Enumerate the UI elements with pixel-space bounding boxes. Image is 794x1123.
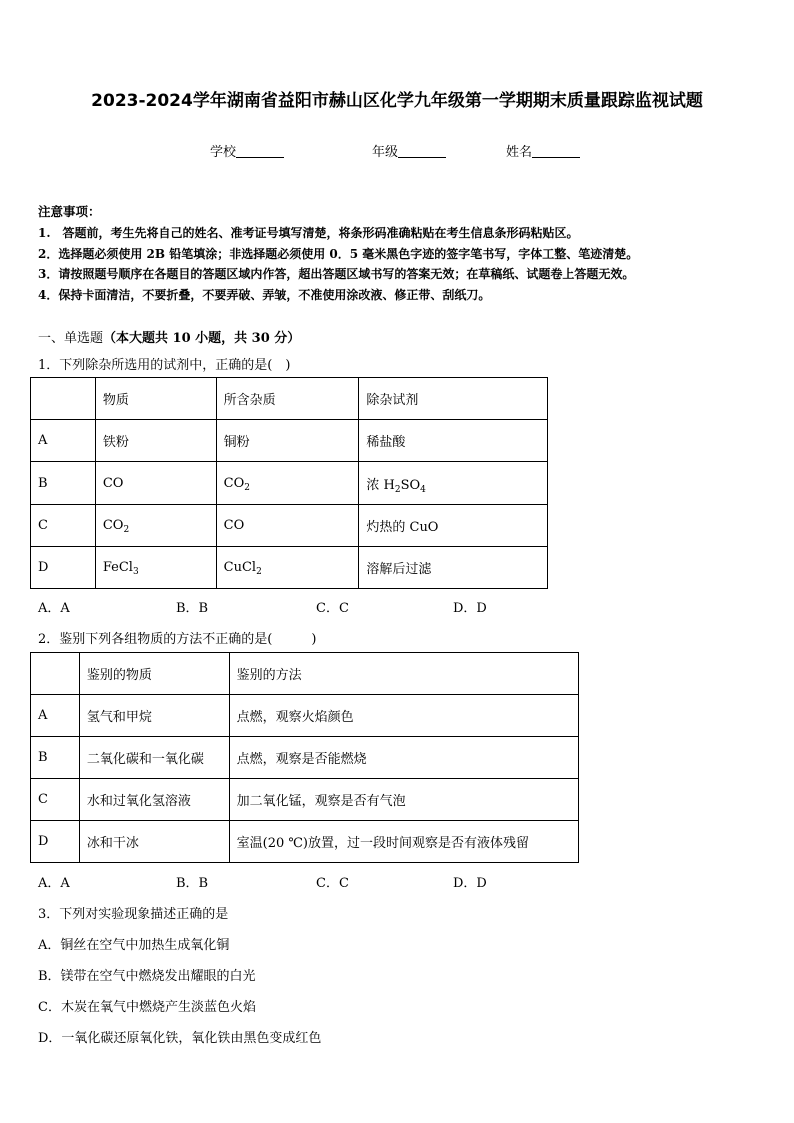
table-cell: D <box>31 821 80 863</box>
grade-blank <box>398 145 446 158</box>
table-cell: 除杂试剂 <box>359 378 548 420</box>
notice-item-2: 2．选择题必须使用 2B 铅笔填涂；非选择题必须使用 0．5 毫米黑色字迹的签字笔书写，字体工整、笔迹清楚。 <box>38 247 639 261</box>
q1-option-b: B．B <box>176 601 209 616</box>
table-cell: B <box>31 737 80 779</box>
table-cell: 稀盐酸 <box>359 420 548 462</box>
table-cell: 点燃，观察是否能燃烧 <box>229 737 578 779</box>
table-row <box>31 779 579 821</box>
table-cell: 冰和干冰 <box>79 821 229 863</box>
table-cell: A <box>31 420 96 462</box>
table-cell <box>216 462 359 505</box>
q2-option-c: C．C <box>316 876 349 891</box>
table-cell: C <box>31 505 96 547</box>
table-cell: 溶解后过滤 <box>359 547 548 589</box>
q1-table <box>30 377 548 589</box>
school-blank <box>236 145 284 158</box>
table-cell <box>31 378 96 420</box>
table-cell: 灼热的 CuO <box>359 505 548 547</box>
school-label: 学校 <box>210 145 237 160</box>
formula-text: CuCl <box>223 560 257 575</box>
table-header-row <box>31 653 579 695</box>
q2-option-b: B．B <box>176 876 209 891</box>
formula-subscript: 2 <box>244 482 250 493</box>
table-cell: 加二氧化锰，观察是否有气泡 <box>229 779 578 821</box>
formula-text: FeCl <box>102 560 133 575</box>
table-cell: CO <box>95 462 216 505</box>
table-row <box>31 695 579 737</box>
table-cell: 二氧化碳和一氧化碳 <box>79 737 229 779</box>
q3-option-a: A．铜丝在空气中加热生成氧化铜 <box>38 938 230 953</box>
school-field <box>210 141 284 160</box>
name-field <box>506 141 580 160</box>
section-label: 一、单选题 <box>38 331 104 346</box>
formula-subscript: 3 <box>132 567 139 577</box>
formula-subscript: 4 <box>420 484 426 495</box>
q3-option-d: D．一氧化碳还原氧化铁，氧化铁由黑色变成红色 <box>38 1031 322 1046</box>
formula-subscript: 2 <box>256 567 262 577</box>
formula-text: CO <box>102 518 124 533</box>
formula-text: 浓 H <box>366 477 395 493</box>
table-cell: 鉴别的物质 <box>79 653 229 695</box>
table-cell <box>31 653 80 695</box>
table-cell: 物质 <box>95 378 216 420</box>
notice-item-1: 1. 答题前，考生先将自己的姓名、准考证号填写清楚，将条形码准确粘贴在考生信息条形码粘贴区。 <box>38 226 579 240</box>
table-row <box>31 737 579 779</box>
table-cell <box>359 462 548 505</box>
table-cell: 所含杂质 <box>216 378 359 420</box>
q3-option-c: C．木炭在氧气中燃烧产生淡蓝色火焰 <box>38 1000 256 1015</box>
exam-title: 2023-2024学年湖南省益阳市赫山区化学九年级第一学期期末质量跟踪监视试题 <box>91 91 703 111</box>
notice-item-3: 3．请按照题号顺序在各题目的答题区域内作答，超出答题区域书写的答案无效；在草稿纸、试题卷上答题无效。 <box>38 267 635 281</box>
q1-option-c: C．C <box>316 601 349 616</box>
formula-text: SO <box>400 477 421 493</box>
table-row <box>31 821 579 863</box>
table-cell: 铁粉 <box>95 420 216 462</box>
formula-text: CO <box>223 475 245 491</box>
q3-option-b: B．镁带在空气中燃烧发出耀眼的白光 <box>38 969 256 984</box>
q2-stem: 2．鉴别下列各组物质的方法不正确的是( ) <box>38 632 317 647</box>
formula-subscript: 2 <box>394 484 401 495</box>
table-row <box>31 547 548 589</box>
table-cell <box>95 505 216 547</box>
table-cell: 铜粉 <box>216 420 359 462</box>
q2-table <box>30 652 579 863</box>
grade-field <box>372 141 446 160</box>
name-blank <box>532 145 580 158</box>
section-detail: （本大题共 10 小题，共 30 分） <box>103 331 301 346</box>
table-cell <box>216 547 359 589</box>
q3-stem: 3．下列对实验现象描述正确的是 <box>38 907 229 922</box>
q2-option-a: A．A <box>38 876 70 891</box>
table-header-row <box>31 378 548 420</box>
formula-subscript: 2 <box>123 525 130 535</box>
table-row <box>31 505 548 547</box>
table-cell: 鉴别的方法 <box>229 653 578 695</box>
q1-option-a: A．A <box>38 601 70 616</box>
table-cell: 氢气和甲烷 <box>79 695 229 737</box>
table-row <box>31 420 548 462</box>
table-cell: C <box>31 779 80 821</box>
table-cell: 点燃，观察火焰颜色 <box>229 695 578 737</box>
notice-item-4: 4．保持卡面清洁，不要折叠，不要弄破、弄皱，不准使用涂改液、修正带、刮纸刀。 <box>38 288 491 302</box>
table-cell: D <box>31 547 96 589</box>
table-cell: A <box>31 695 80 737</box>
section-heading <box>38 327 300 346</box>
table-cell: 水和过氧化氢溶液 <box>79 779 229 821</box>
table-row <box>31 462 548 505</box>
q1-stem: 1．下列除杂所选用的试剂中，正确的是( ) <box>38 358 291 373</box>
table-cell <box>95 547 216 589</box>
grade-label: 年级 <box>372 145 399 160</box>
table-cell: B <box>31 462 96 505</box>
q1-option-d: D．D <box>453 601 487 616</box>
table-cell: 室温(20 ℃)放置，过一段时间观察是否有液体残留 <box>229 821 578 863</box>
name-label: 姓名 <box>506 145 533 160</box>
notice-heading: 注意事项： <box>38 204 101 219</box>
table-cell: CO <box>216 505 359 547</box>
q2-option-d: D．D <box>453 876 487 891</box>
